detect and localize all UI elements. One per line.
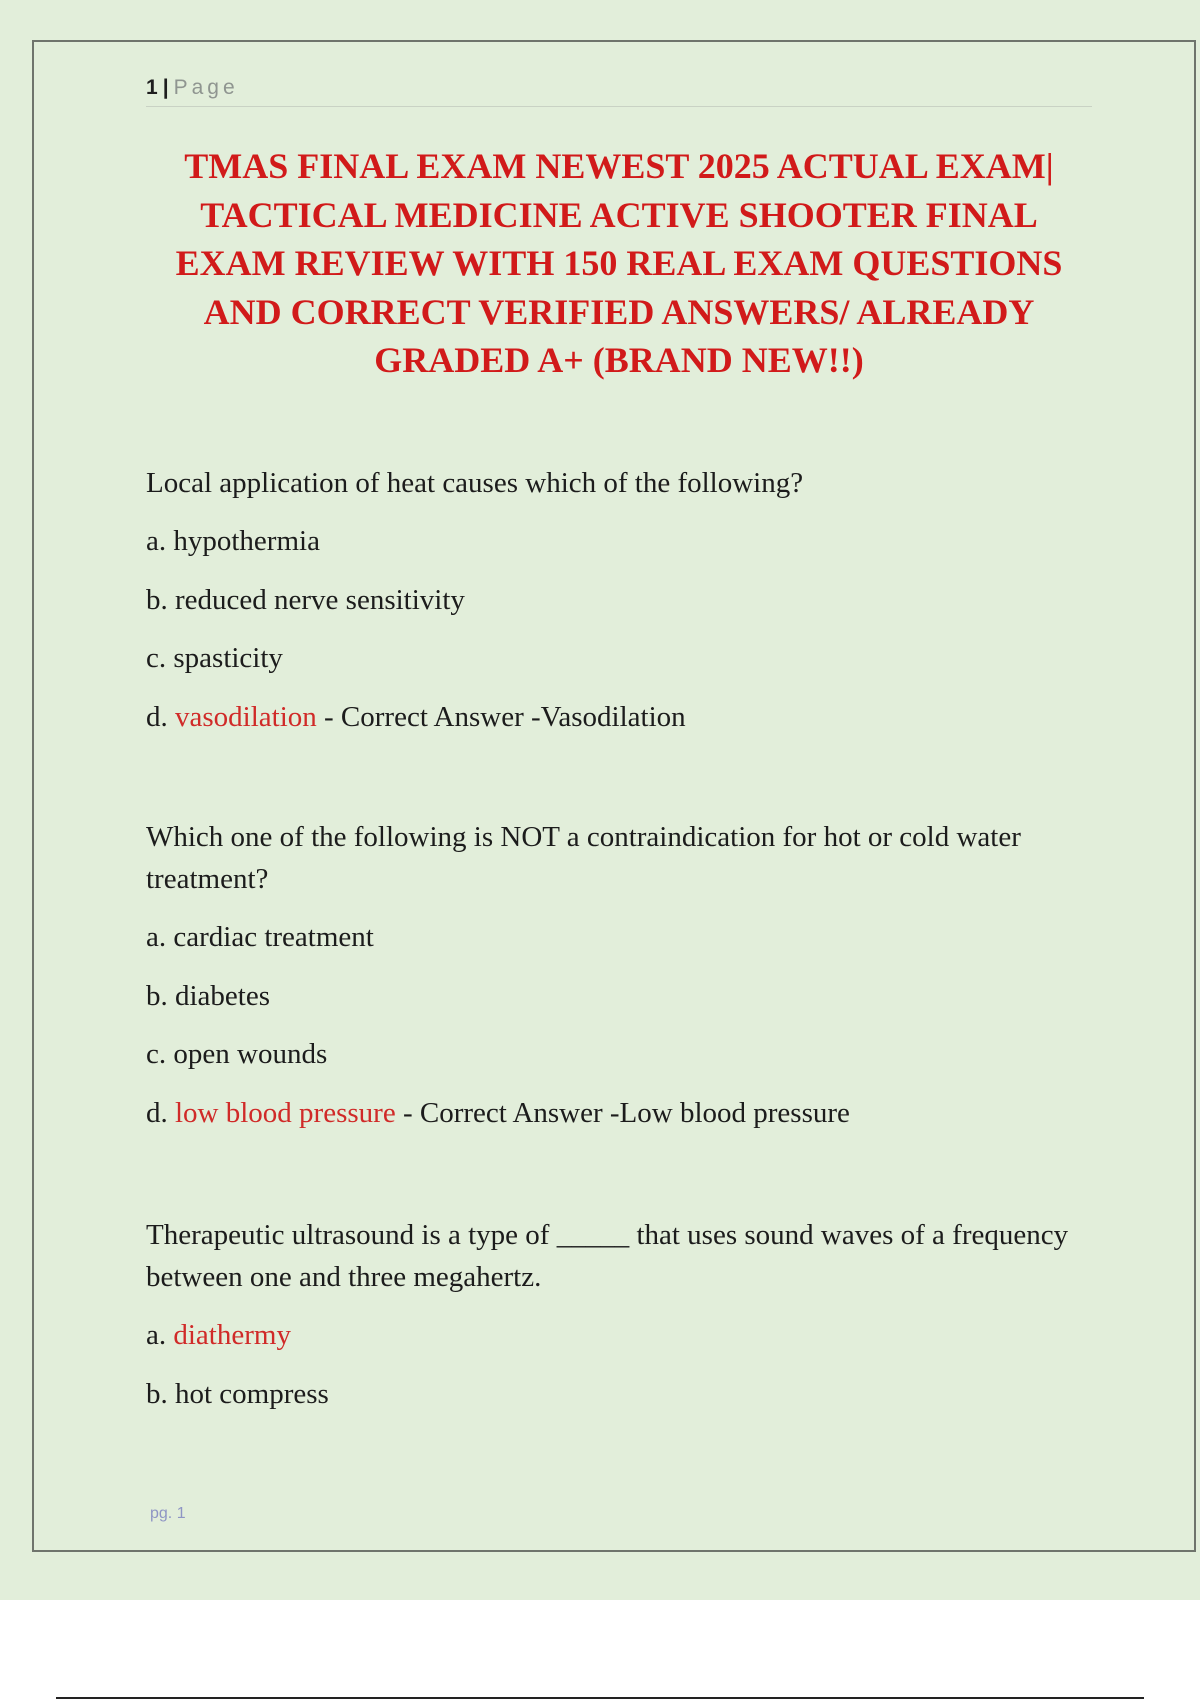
question-block-1 — [146, 462, 1086, 746]
question-text: Therapeutic ultrasound is a type of _____ that uses sound waves of a frequency between one and three megahertz. — [146, 1219, 1069, 1293]
answer-option-a: a. cardiac treatment — [146, 921, 374, 953]
question-text: Which one of the following is NOT a contraindication for hot or cold water treatment? — [146, 821, 1021, 895]
page-header — [146, 74, 1092, 107]
bottom-divider — [56, 1697, 1144, 1699]
answer-option-c: c. open wounds — [146, 1038, 328, 1070]
question-text: Local application of heat causes which of the following? — [146, 467, 804, 499]
answer-option-b: b. hot compress — [146, 1377, 329, 1410]
answer-option-c: c. spasticity — [146, 642, 283, 674]
header-page-number: 1 — [146, 76, 158, 99]
answer-option-d: d. vasodilation - Correct Answer -Vasodilation — [146, 700, 686, 733]
page-footer: pg. 1 — [150, 1505, 186, 1522]
highlighted-answer: vasodilation — [175, 700, 317, 733]
answer-option-b: b. reduced nerve sensitivity — [146, 583, 465, 616]
header-page-word: Page — [173, 76, 239, 99]
document-title: TMAS FINAL EXAM NEWEST 2025 ACTUAL EXAM| TACTICAL MEDICINE ACTIVE SHOOTER FINAL EXAM REVIEW WITH 150 REAL EXAM QUESTIONS AND CORRECT VERIFIED ANSWERS/ ALREADY GRADED A+ (BRAND NEW!!) — [175, 146, 1063, 380]
answer-option-b: b. diabetes — [146, 979, 271, 1012]
highlighted-answer: low blood pressure — [175, 1096, 396, 1129]
question-block-3 — [146, 1214, 1086, 1423]
question-block-2 — [146, 816, 1086, 1142]
answer-option-a: a. diathermy — [146, 1319, 291, 1351]
answer-option-a: a. hypothermia — [146, 525, 320, 557]
correct-answer-note: - Correct Answer -Vasodilation — [316, 700, 686, 733]
highlighted-answer: diathermy — [173, 1319, 291, 1351]
answer-option-d: d. low blood pressure - Correct Answer -Low blood pressure — [146, 1096, 850, 1129]
header-separator: | — [162, 76, 169, 99]
correct-answer-note: - Correct Answer -Low blood pressure — [395, 1096, 850, 1129]
